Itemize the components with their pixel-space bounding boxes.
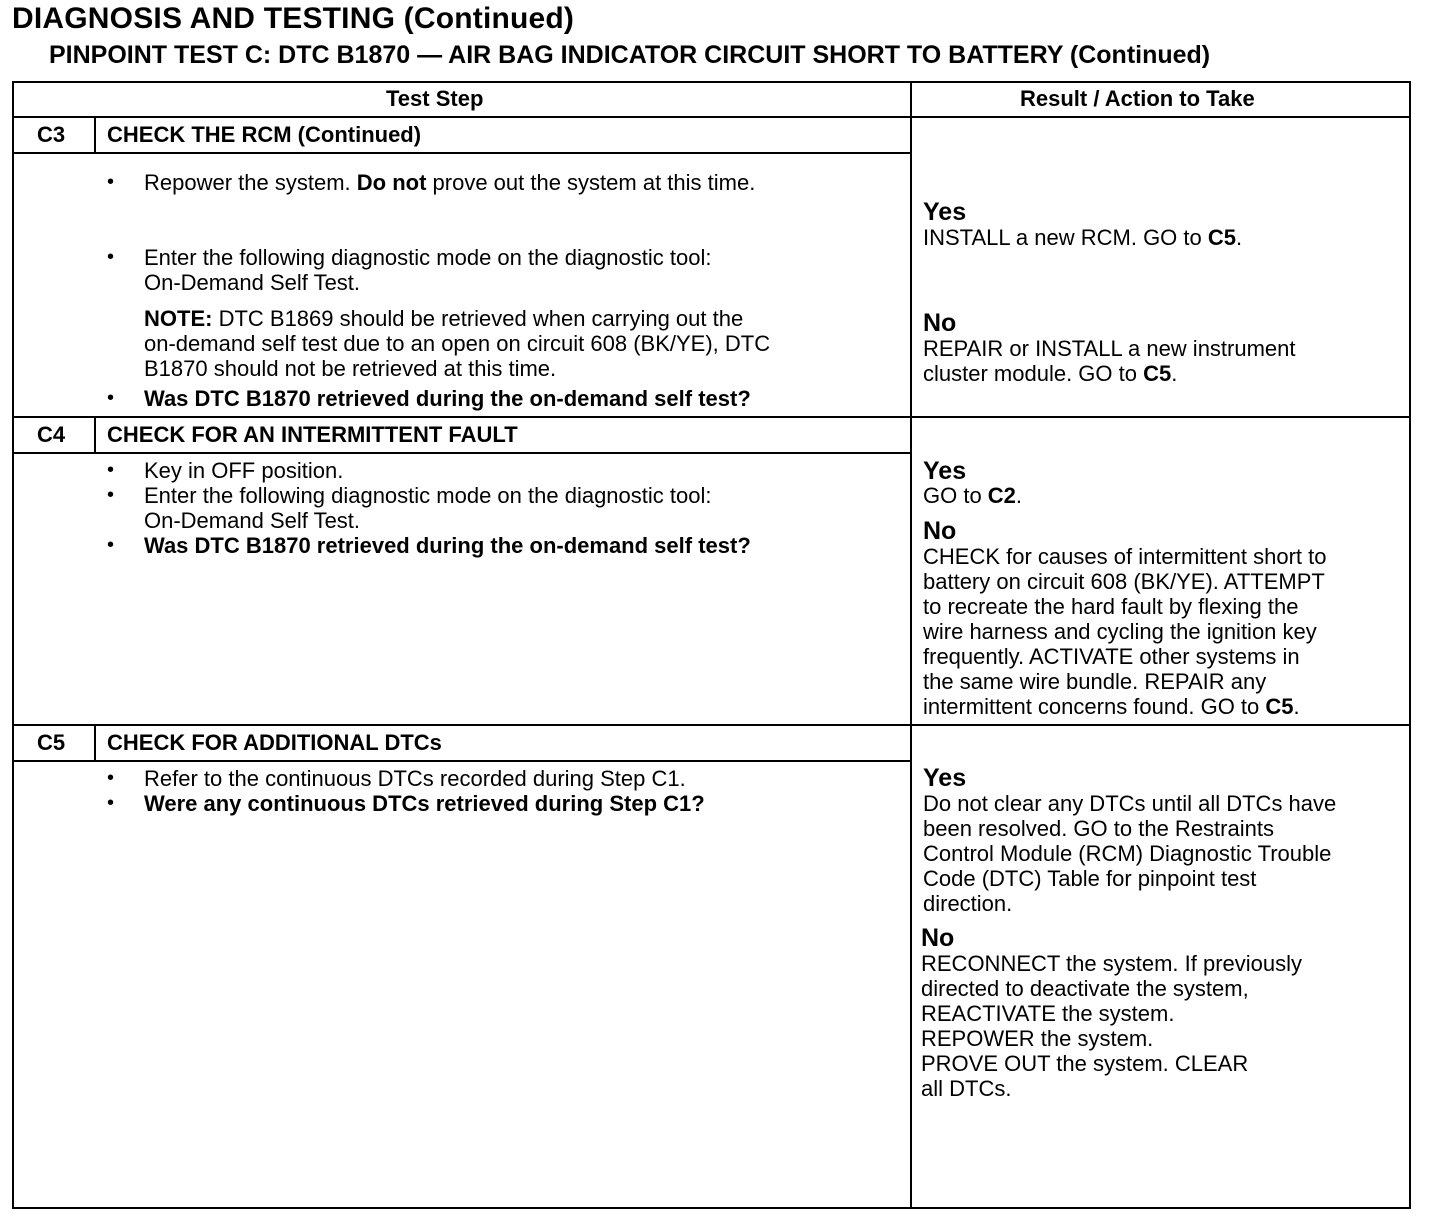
c5-yes-label: Yes: [923, 764, 967, 792]
bullet-marker: •: [107, 484, 115, 506]
c5-no-label: No: [921, 924, 955, 952]
c3-no-action: REPAIR or INSTALL a new instrument cluster module. GO to C5.: [923, 336, 1296, 386]
c5-no-action: RECONNECT the system. If previously directed to deactivate the system, REACTIVATE the system. REPOWER the system. PROVE OUT the system. CLEAR all DTCs.: [921, 951, 1303, 1101]
c3-question: Was DTC B1870 retrieved during the on-demand self test?: [144, 386, 751, 411]
header-rule: [12, 116, 1411, 118]
column-header-test-step: Test Step: [386, 86, 484, 111]
c4-end-rule: [12, 724, 1411, 726]
step-id-c3: C3: [37, 122, 66, 147]
step-title-c3: CHECK THE RCM (Continued): [107, 122, 422, 147]
step-title-c4: CHECK FOR AN INTERMITTENT FAULT: [107, 422, 518, 447]
c4-bullet-2: Enter the following diagnostic mode on the diagnostic tool: On-Demand Self Test.: [144, 483, 712, 533]
c5-yes-action: Do not clear any DTCs until all DTCs have been resolved. GO to the Restraints Control Module (RCM) Diagnostic Trouble Code (DTC) Table for pinpoint test direction.: [923, 791, 1337, 916]
c3-bullet-2: Enter the following diagnostic mode on the diagnostic tool: On-Demand Self Test.: [144, 245, 712, 295]
step-id-c5: C5: [37, 730, 66, 755]
c4-no-action: CHECK for causes of intermittent short to battery on circuit 608 (BK/YE). ATTEMPT to recreate the hard fault by flexing the wire harness and cycling the ignition key frequently. ACTIVATE other systems in the same wire bundle. REPAIR any intermittent concerns found. GO to C5.: [923, 544, 1327, 719]
bullet-marker: •: [107, 534, 115, 556]
bullet-marker: •: [107, 171, 115, 193]
c5-question: Were any continuous DTCs retrieved during Step C1?: [144, 791, 705, 816]
c3-title-rule: [12, 152, 912, 154]
c3-note: NOTE: DTC B1869 should be retrieved when carrying out the on-demand self test due to an open on circuit 608 (BK/YE), DTC B1870 should not be retrieved at this time.: [144, 306, 771, 381]
pinpoint-test-subtitle: PINPOINT TEST C: DTC B1870 — AIR BAG INDICATOR CIRCUIT SHORT TO BATTERY (Continued): [49, 41, 1211, 69]
c5-bullet-1: Refer to the continuous DTCs recorded during Step C1.: [144, 766, 686, 791]
bullet-marker: •: [107, 459, 115, 481]
c4-question: Was DTC B1870 retrieved during the on-demand self test?: [144, 533, 751, 558]
c4-title-rule: [12, 452, 912, 454]
c4-yes-action: GO to C2.: [923, 483, 1023, 508]
result-column-divider: [910, 81, 912, 1209]
c3-bullet-1: Repower the system. Do not prove out the system at this time.: [144, 170, 756, 195]
step-id-c4: C4: [37, 422, 66, 447]
step-title-c5: CHECK FOR ADDITIONAL DTCs: [107, 730, 442, 755]
c4-no-label: No: [923, 517, 957, 545]
c3-no-label: No: [923, 309, 957, 337]
step-id-divider-c5: [94, 725, 96, 762]
bullet-marker: •: [107, 387, 115, 409]
bullet-marker: •: [107, 246, 115, 268]
bullet-marker: •: [107, 792, 115, 814]
bullet-marker: •: [107, 767, 115, 789]
step-id-divider-c4: [94, 417, 96, 454]
page-title: DIAGNOSIS AND TESTING (Continued): [12, 2, 575, 35]
c3-yes-label: Yes: [923, 198, 967, 226]
c4-yes-label: Yes: [923, 457, 967, 485]
step-id-divider-c3: [94, 117, 96, 154]
c4-bullet-1: Key in OFF position.: [144, 458, 344, 483]
c5-title-rule: [12, 760, 912, 762]
column-header-result: Result / Action to Take: [1020, 86, 1255, 111]
c3-end-rule: [12, 416, 1411, 418]
c3-yes-action: INSTALL a new RCM. GO to C5.: [923, 225, 1243, 250]
